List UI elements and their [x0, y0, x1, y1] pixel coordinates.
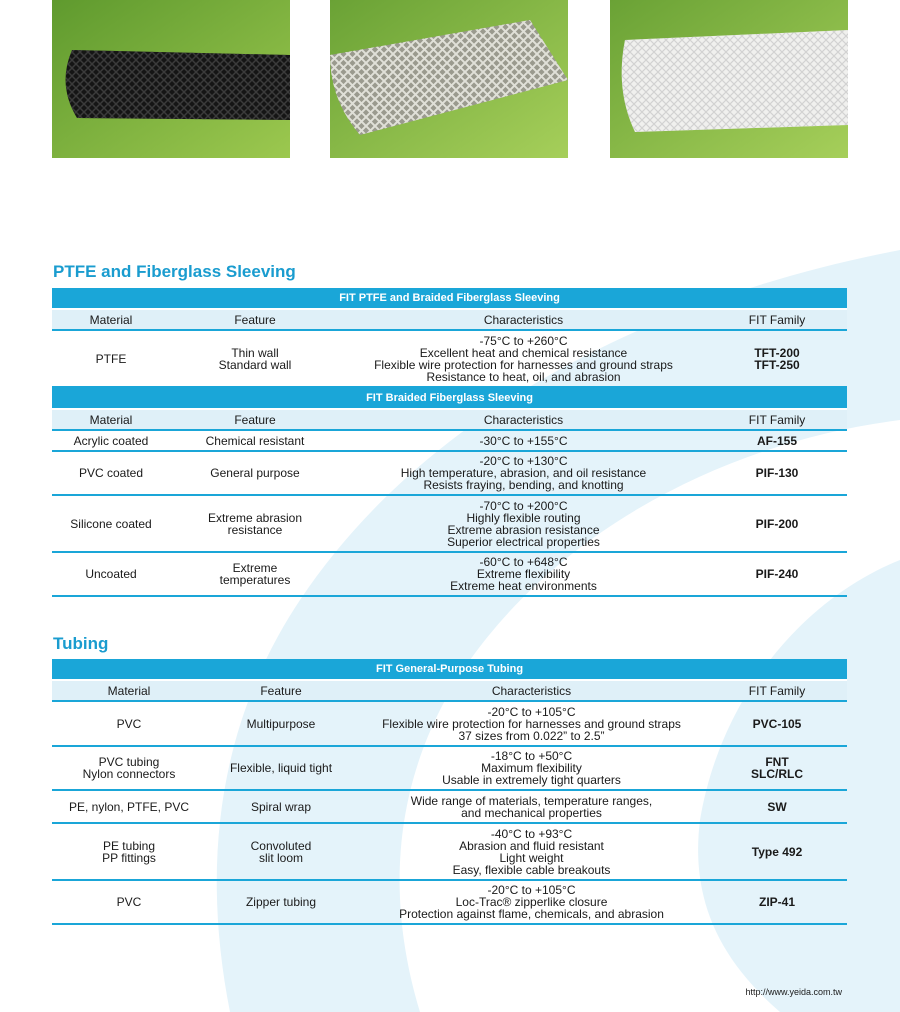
table-row: [52, 790, 847, 823]
characteristics-text: -30°C to +155°C: [479, 433, 568, 448]
cell-family: [707, 330, 847, 387]
header-characteristics: Characteristics: [340, 309, 707, 330]
cell-family: [707, 430, 847, 451]
table-header-row: [52, 680, 847, 701]
family-text: SW: [767, 799, 787, 814]
cell-characteristics: [340, 451, 707, 495]
table-row: [52, 823, 847, 880]
feature-text: Thin wall: [231, 345, 279, 360]
characteristics-text: Abrasion and fluid resistant: [459, 838, 604, 853]
material-text: PTFE: [95, 351, 127, 366]
characteristics-text: -70°C to +200°C: [479, 498, 568, 513]
family-text: ZIP-41: [759, 895, 796, 909]
characteristics-text: 37 sizes from 0.022” to 2.5”: [458, 728, 605, 743]
cell-material: [52, 823, 206, 880]
header-feature: Feature: [206, 680, 356, 701]
cell-feature: [170, 330, 340, 387]
feature-text: Zipper tubing: [245, 895, 317, 909]
table-header-row: [52, 309, 847, 330]
cell-feature: [170, 552, 340, 596]
characteristics-text: Extreme flexibility: [476, 567, 571, 581]
material-text: PVC: [116, 895, 142, 909]
cell-family: [707, 451, 847, 495]
cell-characteristics: [356, 790, 707, 823]
product-photo-black-sleeving: [52, 0, 290, 158]
table-band-row: [52, 387, 847, 409]
tubing-table: [52, 659, 847, 925]
cell-feature: [206, 701, 356, 746]
cell-material: [52, 495, 170, 552]
material-text: PE, nylon, PTFE, PVC: [68, 799, 190, 814]
table-band-title: FIT Braided Fiberglass Sleeving: [52, 387, 847, 409]
table-band-row: [52, 659, 847, 680]
family-text: PVC-105: [752, 716, 802, 731]
characteristics-text: Maximum flexibility: [481, 761, 582, 775]
family-text: Type 492: [751, 844, 803, 859]
table-band-title: FIT General-Purpose Tubing: [52, 659, 847, 680]
cell-characteristics: [340, 330, 707, 387]
table-row: [52, 330, 847, 387]
feature-text: Flexible, liquid tight: [229, 761, 333, 775]
feature-text: slit loom: [258, 850, 303, 865]
cell-material: [52, 880, 206, 924]
table-band-row: [52, 288, 847, 309]
characteristics-text: Superior electrical properties: [447, 534, 600, 549]
feature-text: Spiral wrap: [250, 799, 312, 814]
feature-text: Extreme: [232, 561, 278, 575]
material-text: Acrylic coated: [73, 433, 149, 448]
characteristics-text: -40°C to +93°C: [490, 826, 573, 841]
characteristics-text: Easy, flexible cable breakouts: [452, 862, 611, 877]
material-text: PP fittings: [102, 850, 156, 865]
feature-text: Multipurpose: [246, 716, 316, 731]
feature-text: temperatures: [219, 573, 291, 587]
table-band-title: FIT PTFE and Braided Fiberglass Sleeving: [52, 288, 847, 309]
characteristics-text: Extreme heat environments: [450, 579, 597, 593]
table-row: [52, 552, 847, 596]
characteristics-text: Flexible wire protection for harnesses and ground straps: [374, 357, 673, 372]
cell-family: [707, 552, 847, 596]
table-row: [52, 451, 847, 495]
cell-material: [52, 430, 170, 451]
table-row: [52, 495, 847, 552]
cell-feature: [170, 495, 340, 552]
product-photo-silver-sleeving: [330, 0, 568, 158]
characteristics-text: -20°C to +105°C: [487, 704, 576, 719]
characteristics-text: Wide range of materials, temperature ranges,: [410, 793, 653, 808]
cell-material: [52, 790, 206, 823]
cell-characteristics: [340, 552, 707, 596]
table-row: [52, 701, 847, 746]
characteristics-text: Protection against flame, chemicals, and abrasion: [399, 907, 664, 921]
feature-text: Convoluted: [250, 838, 312, 853]
cell-family: [707, 790, 847, 823]
header-fit-family: FIT Family: [707, 680, 847, 701]
feature-text: Standard wall: [218, 357, 292, 372]
header-material: Material: [52, 309, 170, 330]
characteristics-text: -60°C to +648°C: [479, 555, 568, 569]
family-text: PIF-200: [755, 516, 799, 531]
material-text: PVC: [116, 716, 142, 731]
header-material: Material: [52, 680, 206, 701]
cell-characteristics: [356, 880, 707, 924]
cell-characteristics: [356, 701, 707, 746]
feature-text: Extreme abrasion: [207, 510, 303, 525]
characteristics-text: -20°C to +130°C: [479, 454, 568, 468]
cell-feature: [206, 746, 356, 790]
characteristics-text: Extreme abrasion resistance: [447, 522, 600, 537]
family-text: SLC/RLC: [751, 767, 804, 781]
family-text: FNT: [765, 755, 789, 769]
cell-family: [707, 495, 847, 552]
cell-characteristics: [340, 430, 707, 451]
characteristics-text: Resistance to heat, oil, and abrasion: [426, 369, 621, 384]
characteristics-text: -20°C to +105°C: [487, 883, 576, 897]
header-characteristics: Characteristics: [356, 680, 707, 701]
section-title-ptfe: PTFE and Fiberglass Sleeving: [53, 262, 296, 281]
cell-characteristics: [356, 823, 707, 880]
cell-family: [707, 823, 847, 880]
cell-feature: [206, 823, 356, 880]
cell-characteristics: [340, 495, 707, 552]
characteristics-text: and mechanical properties: [461, 805, 602, 820]
characteristics-text: -18°C to +50°C: [490, 749, 573, 763]
material-text: Silicone coated: [70, 516, 152, 531]
header-feature: Feature: [170, 309, 340, 330]
characteristics-text: Resists fraying, bending, and knotting: [423, 478, 624, 492]
table-row: [52, 430, 847, 451]
cell-material: [52, 451, 170, 495]
cell-material: [52, 552, 170, 596]
family-text: PIF-130: [755, 466, 799, 480]
characteristics-text: High temperature, abrasion, and oil resistance: [400, 466, 647, 480]
table-header-row: [52, 409, 847, 430]
header-feature: Feature: [170, 409, 340, 430]
family-text: TFT-200: [754, 345, 800, 360]
characteristics-text: Excellent heat and chemical resistance: [419, 345, 628, 360]
header-fit-family: FIT Family: [707, 409, 847, 430]
table-row: [52, 880, 847, 924]
characteristics-text: Highly flexible routing: [466, 510, 581, 525]
family-text: PIF-240: [755, 567, 799, 581]
ptfe-sleeving-table: [52, 288, 847, 597]
header-characteristics: Characteristics: [340, 409, 707, 430]
material-text: Uncoated: [85, 567, 137, 581]
family-text: AF-155: [757, 433, 798, 448]
header-material: Material: [52, 409, 170, 430]
characteristics-text: -75°C to +260°C: [479, 333, 568, 348]
cell-family: [707, 701, 847, 746]
characteristics-text: Usable in extremely tight quarters: [442, 773, 621, 787]
cell-feature: [170, 451, 340, 495]
cell-material: [52, 746, 206, 790]
footer-url: http://www.yeida.com.tw: [745, 987, 842, 997]
cell-family: [707, 880, 847, 924]
characteristics-text: Light weight: [499, 850, 564, 865]
feature-text: General purpose: [210, 466, 300, 480]
cell-material: [52, 330, 170, 387]
feature-text: resistance: [227, 522, 283, 537]
feature-text: Chemical resistant: [205, 433, 305, 448]
header-fit-family: FIT Family: [707, 309, 847, 330]
material-text: PVC tubing: [98, 755, 160, 769]
characteristics-text: Loc-Trac® zipperlike closure: [455, 895, 608, 909]
table-row: [52, 746, 847, 790]
material-text: Nylon connectors: [82, 767, 176, 781]
cell-feature: [206, 880, 356, 924]
cell-characteristics: [356, 746, 707, 790]
cell-material: [52, 701, 206, 746]
cell-family: [707, 746, 847, 790]
section-title-tubing: Tubing: [53, 634, 109, 653]
cell-feature: [206, 790, 356, 823]
material-text: PVC coated: [78, 466, 144, 480]
family-text: TFT-250: [754, 357, 800, 372]
characteristics-text: Flexible wire protection for harnesses and ground straps: [382, 716, 681, 731]
cell-feature: [170, 430, 340, 451]
product-photo-white-sleeving: [610, 0, 848, 158]
material-text: PE tubing: [102, 838, 156, 853]
